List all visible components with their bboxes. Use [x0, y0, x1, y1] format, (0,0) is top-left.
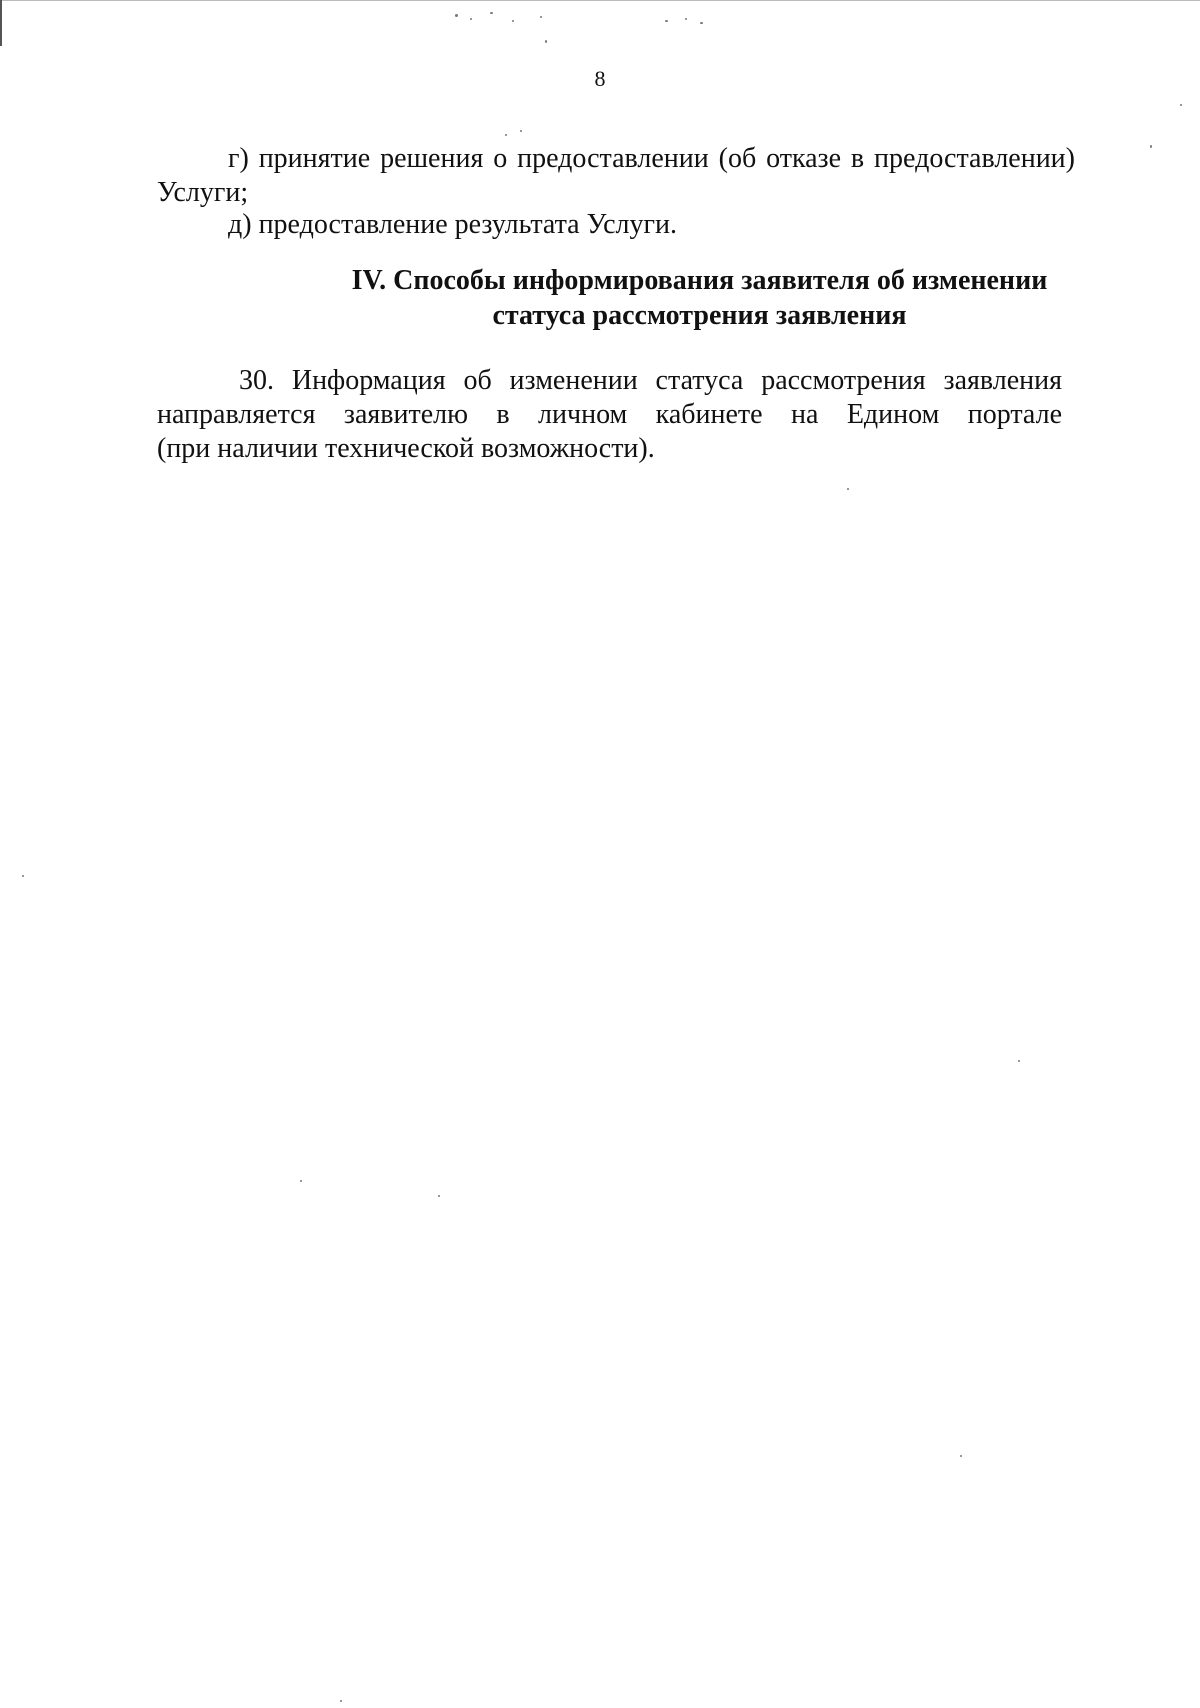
scan-speck: [340, 1700, 342, 1702]
page-number: 8: [594, 66, 606, 91]
paragraph-30: [157, 364, 1062, 466]
scan-speck: [520, 130, 522, 132]
scan-speck: [545, 40, 547, 43]
scan-speck: [512, 20, 514, 22]
section-heading-line: статуса рассмотрения заявления: [492, 300, 907, 331]
scan-speck: [665, 20, 668, 22]
scan-speck: [960, 1455, 962, 1457]
scan-speck: [1150, 145, 1152, 148]
scan-speck: [22, 875, 24, 877]
paragraph-line: 30. Информация об изменении статуса рассмотрения заявления: [239, 365, 1062, 396]
section-heading-line: IV. Способы информирования заявителя об изменении: [351, 265, 1048, 296]
scan-speck: [1018, 1060, 1020, 1062]
scan-speck: [300, 1180, 302, 1182]
scan-edge-artifact: [0, 0, 1200, 1]
scan-speck: [505, 134, 507, 136]
scan-speck: [438, 1195, 440, 1197]
scan-speck: [540, 16, 542, 18]
list-item-d: д) предоставление результата Услуги.: [228, 209, 677, 240]
scan-speck: [1180, 104, 1182, 106]
scan-speck: [455, 14, 458, 17]
scan-speck: [490, 12, 493, 14]
section-heading: [157, 263, 1200, 333]
paragraph-line: направляется заявителю в личном кабинете на Едином портале: [157, 399, 1062, 430]
paragraph-line: (при наличии технической возможности).: [157, 433, 655, 464]
scan-edge-artifact: [0, 0, 2, 46]
scan-speck: [847, 488, 849, 490]
scan-speck: [685, 18, 687, 20]
scan-speck: [700, 22, 703, 24]
list-item-g: г) принятие решения о предоставлении (об отказе в предоставлении) Услуги;: [157, 143, 1075, 208]
scan-speck: [470, 18, 472, 20]
